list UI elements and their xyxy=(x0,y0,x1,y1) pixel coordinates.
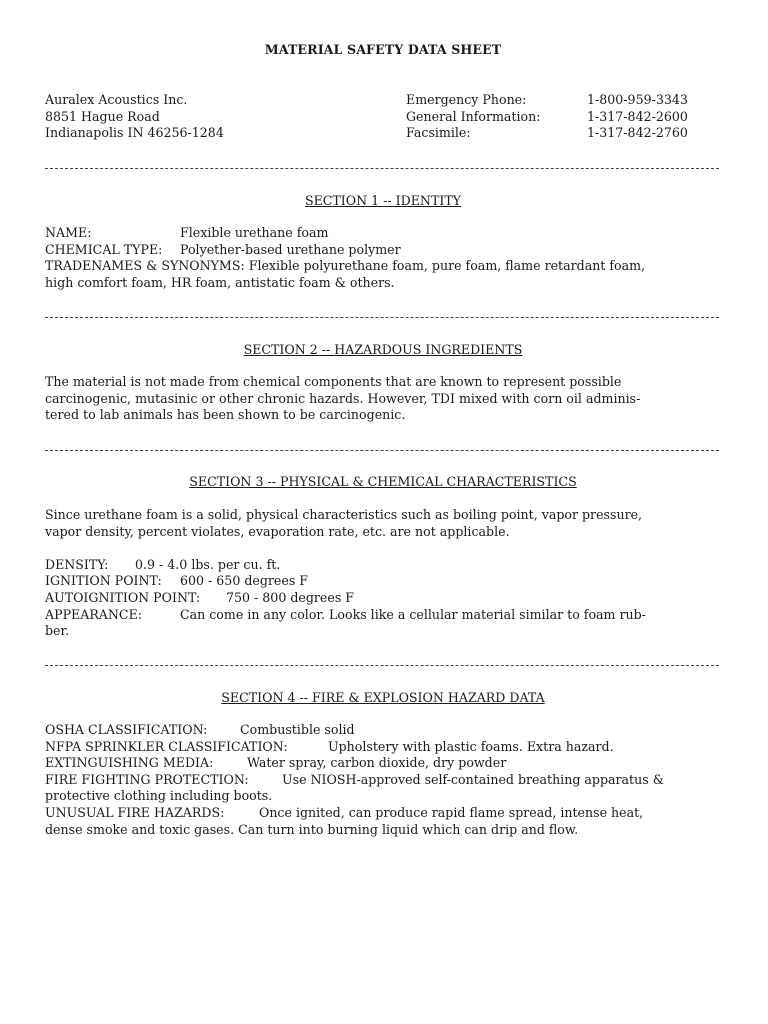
name-value: Flexible urethane foam xyxy=(180,225,329,240)
density-label: DENSITY: xyxy=(45,556,109,572)
section-divider xyxy=(45,168,719,169)
fire-fighting-value: Use NIOSH-approved self-contained breathing apparatus & xyxy=(282,771,664,787)
characteristics-intro-line: Since urethane foam is a solid, physical characteristics such as boiling point, vapor pressure, xyxy=(45,507,643,522)
autoignition-label: AUTOIGNITION POINT: xyxy=(45,589,201,605)
extinguishing-label: EXTINGUISHING MEDIA: xyxy=(45,755,214,771)
contact-label: Emergency Phone: xyxy=(406,92,527,107)
hazard-text-line: The material is not made from chemical components that are known to represent possible xyxy=(45,374,622,389)
characteristics-intro-line: vapor density, percent violates, evaporation rate, etc. are not applicable. xyxy=(45,523,510,539)
section-1-body xyxy=(45,225,721,291)
unusual-hazards-row xyxy=(45,805,721,822)
fire-fighting-row xyxy=(45,772,721,789)
contact-labels xyxy=(406,92,540,142)
nfpa-label: NFPA SPRINKLER CLASSIFICATION: xyxy=(45,738,288,754)
contact-label: Facsimile: xyxy=(406,125,471,141)
nfpa-row xyxy=(45,739,721,756)
tradenames-line: TRADENAMES & SYNONYMS: Flexible polyurethane foam, pure foam, flame retardant foam, xyxy=(45,258,646,274)
density-value: 0.9 - 4.0 lbs. per cu. ft. xyxy=(135,556,281,572)
nfpa-value: Upholstery with plastic foams. Extra hazard. xyxy=(328,738,614,754)
fax-number: 1-317-842-2760 xyxy=(587,125,688,141)
name-label: NAME: xyxy=(45,225,92,240)
chemical-type-label: CHEMICAL TYPE: xyxy=(45,241,163,257)
emergency-phone-number: 1-800-959-3343 xyxy=(587,92,688,107)
section-4-heading: SECTION 4 -- FIRE & EXPLOSION HAZARD DATA xyxy=(221,690,545,705)
contact-label: General Information: xyxy=(406,108,541,124)
section-3-body xyxy=(45,507,721,640)
name-row xyxy=(45,225,721,242)
general-info-number: 1-317-842-2600 xyxy=(587,108,688,124)
section-divider xyxy=(45,317,719,318)
company-city: Indianapolis IN 46256-1284 xyxy=(45,125,224,141)
company-address xyxy=(45,92,224,142)
unusual-hazards-label: UNUSUAL FIRE HAZARDS: xyxy=(45,804,225,820)
section-2-heading: SECTION 2 -- HAZARDOUS INGREDIENTS xyxy=(243,342,523,357)
hazard-text-line: tered to lab animals has been shown to be carcinogenic. xyxy=(45,407,406,423)
osha-row xyxy=(45,722,721,739)
ignition-label: IGNITION POINT: xyxy=(45,573,162,589)
unusual-hazards-value: Once ignited, can produce rapid flame spread, intense heat, xyxy=(259,804,644,820)
section-3-heading: SECTION 3 -- PHYSICAL & CHEMICAL CHARACTERISTICS xyxy=(189,474,577,489)
osha-label: OSHA CLASSIFICATION: xyxy=(45,722,208,737)
section-divider xyxy=(45,665,719,666)
section-1-heading: SECTION 1 -- IDENTITY xyxy=(304,193,462,208)
tradenames-line: high comfort foam, HR foam, antistatic foam & others. xyxy=(45,274,395,290)
appearance-label: APPEARANCE: xyxy=(45,606,142,622)
chemical-type-value: Polyether-based urethane polymer xyxy=(180,241,401,257)
section-divider xyxy=(45,450,719,451)
appearance-continuation: ber. xyxy=(45,623,70,639)
company-name: Auralex Acoustics Inc. xyxy=(45,92,188,107)
extinguishing-row xyxy=(45,755,721,772)
fire-fighting-label: FIRE FIGHTING PROTECTION: xyxy=(45,771,249,787)
chemical-type-row xyxy=(45,242,721,259)
document-title: MATERIAL SAFETY DATA SHEET xyxy=(264,42,502,57)
unusual-hazards-continuation: dense smoke and toxic gases. Can turn into burning liquid which can drip and flow. xyxy=(45,821,579,837)
fire-fighting-continuation: protective clothing including boots. xyxy=(45,788,273,804)
ignition-row xyxy=(45,573,721,590)
autoignition-value: 750 - 800 degrees F xyxy=(226,589,355,605)
contact-numbers xyxy=(587,92,688,142)
section-2-body xyxy=(45,374,721,424)
osha-value: Combustible solid xyxy=(240,722,355,737)
ignition-value: 600 - 650 degrees F xyxy=(180,573,309,589)
company-street: 8851 Hague Road xyxy=(45,108,160,124)
extinguishing-value: Water spray, carbon dioxide, dry powder xyxy=(247,755,507,771)
appearance-row xyxy=(45,607,721,624)
appearance-value: Can come in any color. Looks like a cellular material similar to foam rub- xyxy=(180,606,646,622)
autoignition-row xyxy=(45,590,721,607)
density-row xyxy=(45,557,721,574)
section-4-body xyxy=(45,722,721,838)
hazard-text-line: carcinogenic, mutasinic or other chronic hazards. However, TDI mixed with corn oil adminis- xyxy=(45,390,641,406)
